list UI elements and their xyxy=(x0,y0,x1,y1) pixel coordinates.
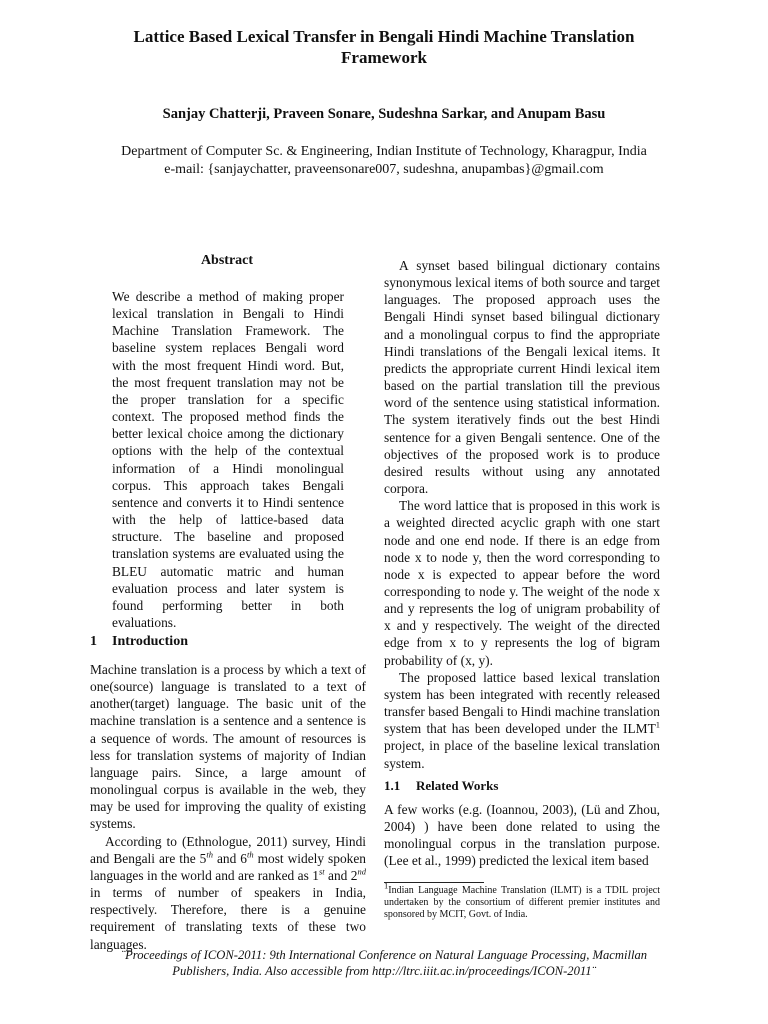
proceedings-line1: ¨Proceedings of ICON-2011: 9th International Conference on Natural Language Processing, Macmillan xyxy=(120,948,648,962)
subsection-number: 1.1 xyxy=(384,778,401,793)
proceedings-note xyxy=(70,947,698,979)
affiliation: Department of Computer Sc. & Engineering, Indian Institute of Technology, Kharagpur, India xyxy=(121,144,647,159)
footnote-marker: 1 xyxy=(655,719,660,730)
introduction-heading xyxy=(90,634,188,650)
paper-title xyxy=(90,26,678,68)
intro-paragraph-1: Machine translation is a process by which a text of one(source) language is translated to a text of another(target) language. The basic unit of the machine translation is a sentence and a sentence is a sequence of words. The amount of resources is less for translation systems of majority of Indian language pairs. Since, a large amount of monolingual corpus is available in the web, they may be used for improving the quality of existing systems. xyxy=(90,662,366,832)
affiliation-block xyxy=(40,143,728,179)
paper-title-line1: Lattice Based Lexical Transfer in Bengali Hindi Machine Translation xyxy=(133,27,635,46)
right-paragraph-1: A synset based bilingual dictionary contains synonymous lexical items of both source and target languages. The proposed approach uses the Bengali Hindi synset based bilingual dictionary and a monolingual corpus to find the appropriate Hindi translations of the Bengali lexical items. It predicts the appropriate current Hindi lexical item based on the partial translation till the previous word of the sentence using statistical information. The system iteratively finds out the best Hindi sentence for a given Bengali sentence. One of the objectives of the proposed work is to produce desired results without using any annotated corpora. xyxy=(384,258,660,497)
author-list: Sanjay Chatterji, Praveen Sonare, Sudeshna Sarkar, and Anupam Basu xyxy=(162,106,606,122)
footnote-text: Indian Language Machine Translation (ILMT) is a TDIL project undertaken by the consortium of different premier institutes and sponsored by MCIT, Govt. of India. xyxy=(384,885,660,920)
footnote-number: 1 xyxy=(384,880,389,891)
related-paragraph: A few works (e.g. (Ioannou, 2003), (Lü and Zhou, 2004) ) have been done related to using the monolingual corpus in the translation purpose. (Lee et al., 1999) predicted the lexical item based xyxy=(384,802,660,869)
footnote-rule xyxy=(384,882,484,883)
section-number: 1 xyxy=(90,634,97,649)
subsection-title: Related Works xyxy=(416,778,499,793)
paper-title-line2: Framework xyxy=(341,48,427,67)
proceedings-line2: Publishers, India. Also accessible from http://ltrc.iiit.ac.in/proceedings/ICON-2011¨ xyxy=(172,964,596,978)
footnote xyxy=(384,880,660,921)
right-column-body xyxy=(384,257,660,772)
abstract-text: We describe a method of making proper lexical translation in Bengali to Hindi Machine Translation Framework. The baseline system replaces Bengali word with the most frequent Hindi word. But, the most frequent translation may not be the proper translation for a specific context. The proposed method finds the better lexical choice among the dictionary options with the help of the contextual information of a Hindi monolingual corpus. This approach takes Bengali sentence and converts it to Hindi sentence with the help of lattice-based data structure. The baseline and proposed translation systems are evaluated using the BLEU automatic matric and human evaluation process and later system is found performing better in both evaluations. xyxy=(112,289,344,630)
related-works-body xyxy=(384,801,660,870)
right-paragraph-3: The proposed lattice based lexical translation system has been integrated with recently released transfer based Bengali to Hindi machine translation system that has been developed under the ILMT$^1$ project, in place of the baseline lexical translation system. xyxy=(384,669,660,771)
abstract-heading: Abstract xyxy=(200,253,254,268)
email-line: e-mail: {sanjaychatter, praveensonare007, sudeshna, anupambas}@gmail.com xyxy=(164,162,604,177)
left-column-body xyxy=(90,661,366,953)
related-works-heading xyxy=(384,778,498,794)
section-title: Introduction xyxy=(112,634,188,649)
intro-paragraph-2: According to (Ethnologue, 2011) survey, Hindi and Bengali are the 5th and 6th most widely spoken languages in the world and are ranked as 1st and 2nd in terms of number of speakers in India, respectively. Therefore, there is a genuine requirement of translating texts of these two languages. xyxy=(90,833,366,952)
right-paragraph-2: The word lattice that is proposed in this work is a weighted directed acyclic graph with one start node and one end node. If there is an edge from node x to node y, then the word corresponding to node x is expected to appear before the word corresponding to node y. The weight of the node x and y represents the log of unigram probability of x and y respectively. The weight of the directed edge from x to y represents the log of bigram probability of (x, y). xyxy=(384,498,660,668)
